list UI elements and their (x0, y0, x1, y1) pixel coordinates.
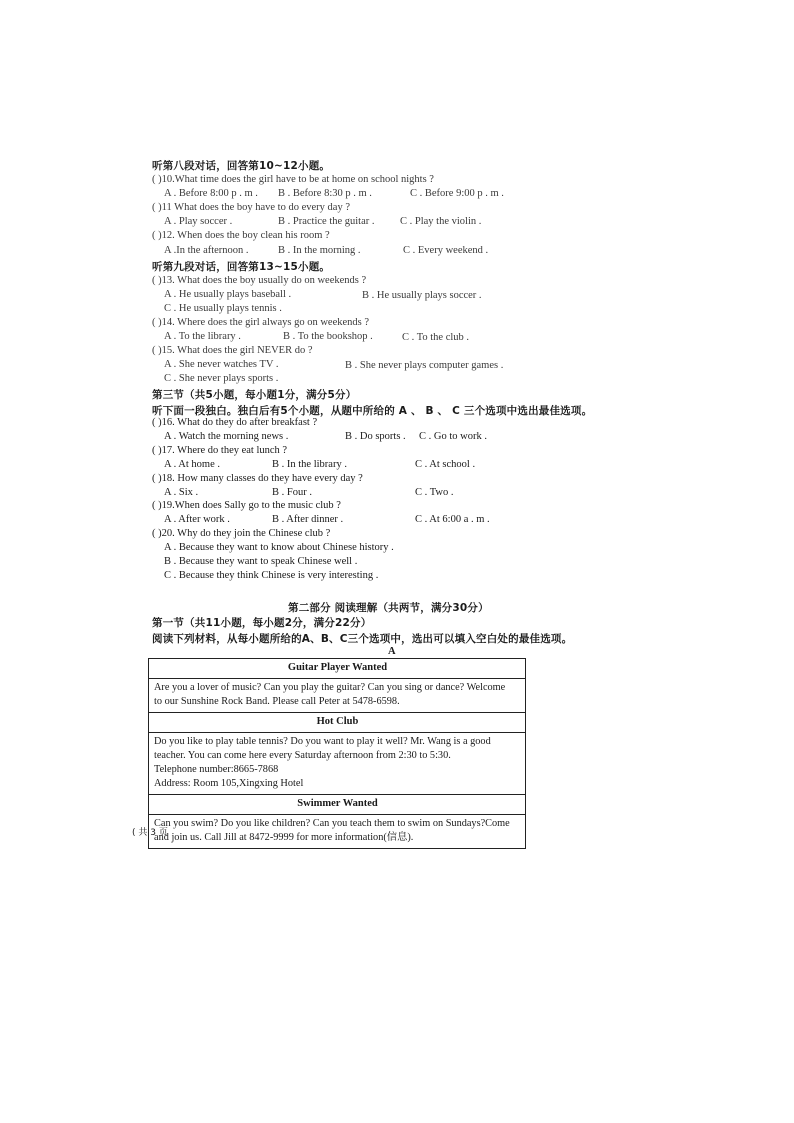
question-10-option-c: C . Before 9:00 p . m . (410, 188, 504, 199)
question-16-option-a: A . Watch the morning news . (164, 431, 289, 442)
question-13-option-a: A . He usually plays baseball . (164, 289, 292, 300)
question-11-option-b: B . Practice the guitar . (278, 216, 375, 227)
question-12-option-a: A .In the afternoon . (164, 245, 249, 256)
ad-hotclub-line: Telephone number:8665-7868 (154, 764, 279, 775)
ads-table (148, 658, 526, 849)
part3-instruction: 听下面一段独白。独白后有5个小题，从题中所给的 A 、 B 、 C 三个选项中选出最佳选项。 (152, 405, 593, 417)
question-18-option-a: A . Six . (164, 487, 199, 498)
question-16-option-c: C . Go to work . (419, 431, 487, 442)
question-13-option-c: C . He usually plays tennis . (164, 303, 282, 314)
reading-section1-header: 第一节（共11小题，每小题2分，满分22分） (152, 617, 372, 629)
question-17-option-b: B . In the library . (272, 459, 347, 470)
question-18-stem: ( )18. How many classes do they have every day ? (152, 473, 363, 484)
question-19-stem: ( )19.When does Sally go to the music club ? (152, 500, 341, 511)
question-16-stem: ( )16. What do they do after breakfast ? (152, 417, 318, 428)
question-11-option-c: C . Play the violin . (400, 216, 482, 227)
question-12-option-c: C . Every weekend . (403, 245, 489, 256)
reading-title: 第二部分 阅读理解（共两节，满分30分） (288, 602, 489, 614)
question-20-option-c: C . Because they think Chinese is very interesting . (164, 570, 379, 581)
ad-guitar-title: Guitar Player Wanted (287, 662, 388, 673)
ad-guitar-line: Are you a lover of music? Can you play the guitar? Can you sing or dance? Welcome (154, 682, 506, 693)
question-17-stem: ( )17. Where do they eat lunch ? (152, 445, 288, 456)
question-15-option-a: A . She never watches TV . (164, 359, 279, 370)
ad-swimmer-title: Swimmer Wanted (149, 794, 525, 814)
question-18-option-c: C . Two . (415, 487, 454, 498)
question-14-option-a: A . To the library . (164, 331, 241, 342)
page-footer: ( 共 3 页 (132, 828, 168, 838)
question-19-option-a: A . After work . (164, 514, 230, 525)
question-15-option-c: C . She never plays sports . (164, 373, 279, 384)
ad-swimmer-line: and join us. Call Jill at 8472-9999 for more information(信息). (154, 832, 414, 843)
question-12-option-b: B . In the morning . (278, 245, 361, 256)
question-14-stem: ( )14. Where does the girl always go on weekends ? (152, 317, 370, 328)
question-14-option-c: C . To the club . (402, 332, 470, 343)
question-15-stem: ( )15. What does the girl NEVER do ? (152, 345, 313, 356)
ad-hotclub-line: Address: Room 105,Xingxing Hotel (154, 778, 304, 789)
question-10-option-b: B . Before 8:30 p . m . (278, 188, 372, 199)
question-14-option-b: B . To the bookshop . (283, 331, 373, 342)
ad-hotclub-title: Hot Club (149, 712, 525, 732)
ad-guitar-line: to our Sunshine Rock Band. Please call Peter at 5478-6598. (154, 696, 400, 707)
question-17-option-c: C . At school . (415, 459, 476, 470)
question-16-option-b: B . Do sports . (345, 431, 406, 442)
question-11-option-a: A . Play soccer . (164, 216, 233, 227)
question-13-option-b: B . He usually plays soccer . (362, 290, 482, 301)
reading-instruction: 阅读下列材料，从每小题所给的A、B、C三个选项中，选出可以填入空白处的最佳选项。 (152, 633, 573, 645)
ad-hotclub-line: teacher. You can come here every Saturday afternoon from 2:30 to 5:30. (154, 750, 451, 761)
question-13-stem: ( )13. What does the boy usually do on weekends ? (152, 275, 367, 286)
question-19-option-b: B . After dinner . (272, 514, 344, 525)
question-12-stem: ( )12. When does the boy clean his room ? (152, 230, 330, 241)
ad-hotclub-line: Do you like to play table tennis? Do you want to play it well? Mr. Wang is a good (154, 736, 491, 747)
ad-hotclub-body (149, 732, 525, 794)
part3-header: 第三节（共5小题，每小题1分，满分5分） (152, 389, 357, 401)
question-17-option-a: A . At home . (164, 459, 221, 470)
passage-label: A (388, 646, 396, 657)
ad-guitar-body (149, 678, 525, 712)
section8-header: 听第八段对话，回答第10~12小题。 (152, 160, 331, 172)
question-20-stem: ( )20. Why do they join the Chinese club ? (152, 528, 331, 539)
ad-swimmer-body (149, 814, 525, 848)
question-10-stem: ( )10.What time does the girl have to be at home on school nights ? (152, 174, 434, 185)
question-20-option-b: B . Because they want to speak Chinese well . (164, 556, 358, 567)
question-11-stem: ( )11 What does the boy have to do every day ? (152, 202, 350, 213)
question-15-option-b: B . She never plays computer games . (345, 360, 504, 371)
question-18-option-b: B . Four . (272, 487, 312, 498)
question-19-option-c: C . At 6:00 a . m . (415, 514, 490, 525)
question-10-option-a: A . Before 8:00 p . m . (164, 188, 258, 199)
question-20-option-a: A . Because they want to know about Chinese history . (164, 542, 394, 553)
section9-header: 听第九段对话，回答第13~15小题。 (152, 261, 331, 273)
ad-swimmer-line: Can you swim? Do you like children? Can you teach them to swim on Sundays?Come (154, 818, 510, 829)
